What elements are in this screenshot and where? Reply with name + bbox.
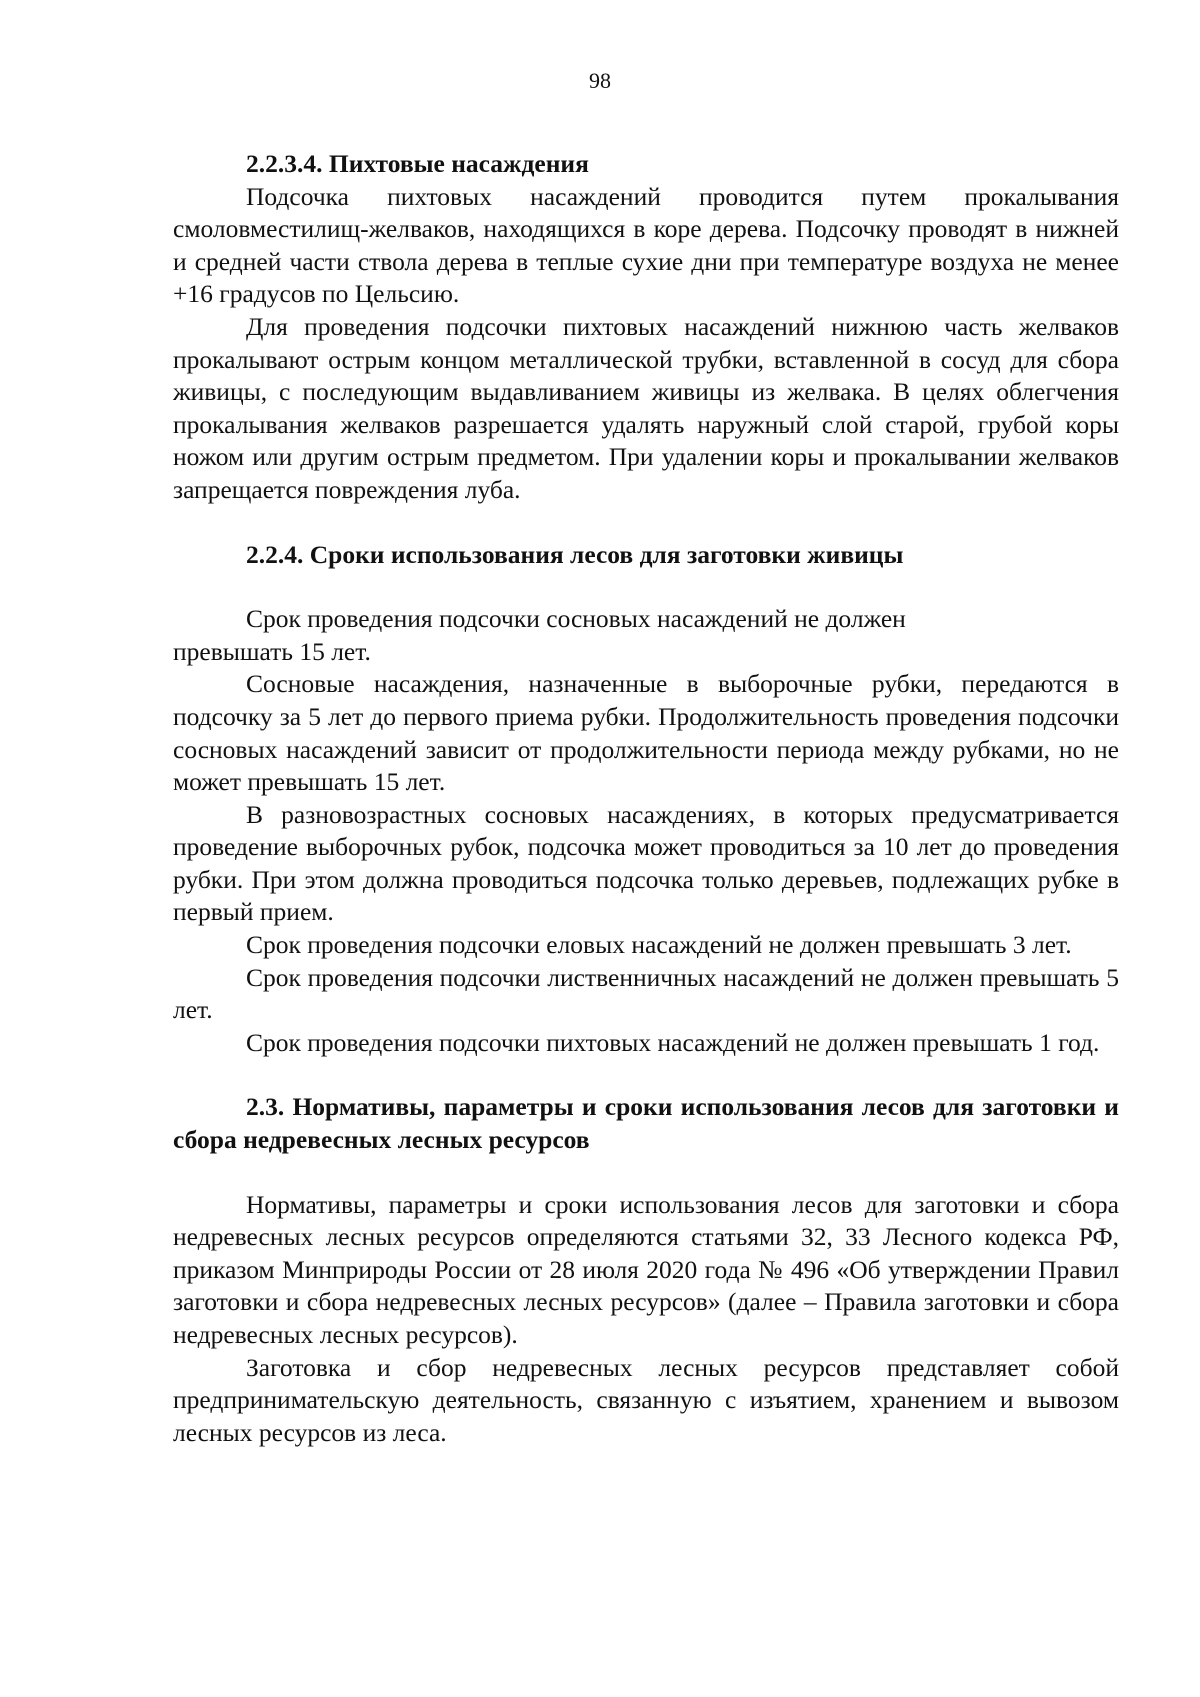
document-body <box>173 148 1119 1449</box>
page-number: 98 <box>589 68 611 93</box>
paragraph: Нормативы, параметры и сроки использования лесов для заготовки и сбора недревесных лесных ресурсов определяются статьями 32, 33 Лесного кодекса РФ, приказом Минприроды России от 28 июля 2020 года № 496 «Об утверждении Правил заготовки и сбора недревесных лесных ресурсов» (далее – Правила заготовки и сбора недревесных лесных ресурсов). <box>173 1189 1119 1349</box>
paragraph: Подсочка пихтовых насаждений проводится путем прокалывания смоловместилищ-желваков, находящихся в коре дерева. Подсочку проводят в нижней и средней части ствола дерева в теплые сухие дни при температуре воздуха не менее +16 градусов по Цельсию. <box>173 181 1119 309</box>
paragraph: Срок проведения подсочки пихтовых насаждений не должен превышать 1 год. <box>246 1027 1100 1057</box>
paragraph: В разновозрастных сосновых насаждениях, в которых предусматривается проведение выборочных рубок, подсочка может проводиться за 10 лет до проведения рубки. При этом должна проводиться подсочка только деревьев, подлежащих рубке в первый прием. <box>173 799 1119 927</box>
paragraph: Срок проведения подсочки еловых насаждений не должен превышать 3 лет. <box>246 930 1072 960</box>
section-heading-2-2-4: 2.2.4. Сроки использования лесов для заготовки живицы <box>246 539 904 569</box>
section-heading-2-2-3-4: 2.2.3.4. Пихтовые насаждения <box>246 149 589 178</box>
paragraph: Сосновые насаждения, назначенные в выборочные рубки, передаются в подсочку за 5 лет до первого приема рубки. Продолжительность проведения подсочки сосновых насаждений зависит от продолжительности периода между рубками, но не может превышать 15 лет. <box>173 669 1119 797</box>
paragraph: Срок проведения подсочки сосновых насаждений не должен превышать 15 лет. <box>173 604 906 666</box>
paragraph: Срок проведения подсочки лиственничных насаждений не должен превышать 5 лет. <box>173 962 1119 1025</box>
paragraph: Для проведения подсочки пихтовых насаждений нижнюю часть желваков прокалывают острым концом металлической трубки, вставленной в сосуд для сбора живицы, с последующим выдавливанием живицы из желвака. В целях облегчения прокалывания желваков разрешается удалять наружный слой старой, грубой коры ножом или другим острым предметом. При удалении коры и прокалывании желваков запрещается повреждения луба. <box>173 311 1119 504</box>
section-heading-2-3: 2.3. Нормативы, параметры и сроки использования лесов для заготовки и сбора недревесных лесных ресурсов <box>173 1092 1119 1155</box>
paragraph: Заготовка и сбор недревесных лесных ресурсов представляет собой предпринимательскую деятельность, связанную с изъятием, хранением и вывозом лесных ресурсов из леса. <box>173 1352 1119 1447</box>
